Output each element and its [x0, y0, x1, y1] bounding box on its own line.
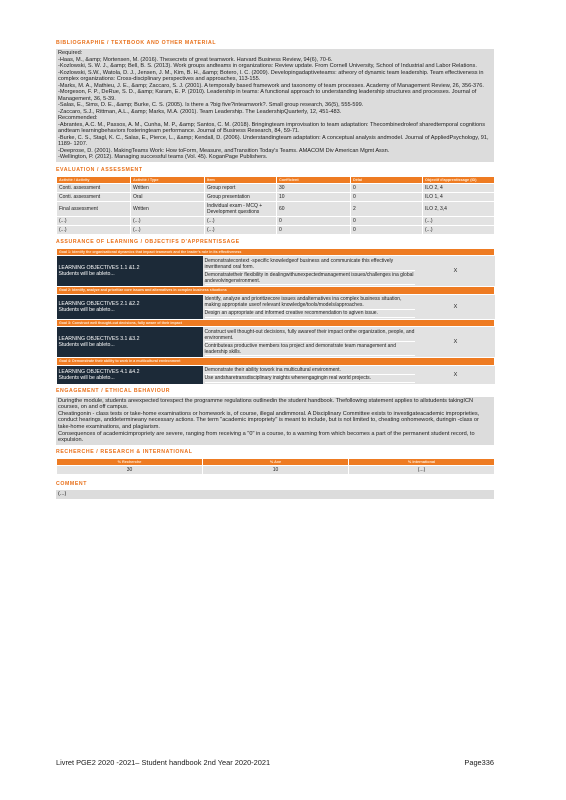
evaluation-cell: (...) — [205, 217, 277, 226]
research-table — [56, 458, 495, 476]
evaluation-cell: Conti. assessment — [57, 184, 131, 193]
evaluation-cell: 0 — [351, 193, 423, 202]
learning-goal-header: Goal 4: Demonstrate their ability to work in a multicultural environment — [57, 358, 495, 365]
learning-check-mark: X — [417, 365, 495, 384]
learning-objective-sub: Students will be ableto... — [58, 271, 115, 278]
learning-objective-cell — [57, 256, 203, 287]
learning-description: Use andsharetransdisciplinary insights whenengagingin real world projects. — [205, 375, 415, 383]
bibliography-entry: -Haas, M., &amp; Mortensen, M. (2016). Thesecrets of great teamwork. Harvard Business Review, 94(6), 70-6. — [58, 56, 333, 63]
evaluation-header-cell: Activité / Type — [131, 176, 205, 184]
learning-check-mark: X — [417, 294, 495, 319]
evaluation-cell: (...) — [131, 226, 205, 235]
research-value-cell: 10 — [203, 466, 349, 475]
learning-title: ASSURANCE OF LEARNING / OBJECTIFS D'APPRENTISSAGE — [56, 239, 240, 245]
evaluation-cell: 0 — [277, 226, 351, 235]
evaluation-cell: Individual exam - MCQ + Development questions — [205, 202, 277, 217]
evaluation-cell: (...) — [205, 226, 277, 235]
evaluation-cell: 2 — [351, 202, 423, 217]
evaluation-cell: 60 — [277, 202, 351, 217]
evaluation-cell: Written — [131, 184, 205, 193]
learning-goal-header-row — [57, 358, 495, 365]
learning-objective-sub: Students will be ableto... — [58, 342, 115, 349]
research-header-cell: % International — [349, 458, 495, 466]
evaluation-cell: (...) — [423, 217, 495, 226]
bibliography-entry: -Kozlowski, S. W. J., &amp; Bell, B. S. (2013). Work groups andteams in organizations: Review update. From Cornell University, School of Industrial and Labor Relations. — [58, 63, 477, 69]
bibliography-title: BIBLIOGRAPHIE / TEXTBOOK AND OTHER MATERIAL — [56, 40, 217, 46]
evaluation-row — [57, 202, 495, 217]
evaluation-cell: 0 — [351, 217, 423, 226]
learning-description: Demonstratetheir flexibility in dealingwithunexpectedmanagement issues/challenges ina global andevolvingenvironment. — [204, 271, 414, 284]
evaluation-cell: Group presentation — [205, 193, 277, 202]
learning-description-cell — [203, 327, 417, 358]
learning-objective-cell — [57, 294, 203, 319]
learning-body — [57, 249, 495, 384]
learning-objective-row — [57, 327, 495, 358]
learning-objective-sub: Students will be ableto... — [58, 374, 115, 381]
research-header-cell: % Axe — [203, 458, 349, 466]
learning-check-mark: X — [417, 327, 495, 358]
learning-description-cell — [203, 256, 417, 287]
comment-title: COMMENT — [56, 481, 87, 488]
learning-description: Contributeas productive members toa project and demonstrate team management and leadership skills. — [205, 342, 415, 356]
evaluation-row — [57, 217, 495, 226]
evaluation-header-cell: Item — [205, 176, 277, 184]
learning-objective-sub: Students will be ableto... — [58, 306, 115, 313]
evaluation-title: EVALUATION / ASSESSMENT — [56, 166, 143, 173]
ethics-title: ENGAGEMENT / ETHICAL BEHAVIOUR — [56, 387, 171, 394]
evaluation-cell: Written — [131, 202, 205, 217]
evaluation-body — [57, 184, 495, 235]
learning-goal-header: Goal 2: Identify, analyze and prioritize core issues and alternatives in complex business situations — [57, 287, 495, 294]
learning-description: Design an appropriate and informed creative recommendation to agiven issue. — [205, 310, 415, 318]
evaluation-header-cell: Activité / Activity — [57, 176, 131, 184]
bibliography-box — [56, 49, 494, 162]
bibliography-entry: -Marks, M. A., Mathieu, J. E., &amp; Zaccaro, S. J. (2001). A temporally based framework and taxonomy of team processes. Academy of Management Review, 26, 356-376. — [58, 82, 484, 89]
learning-description: Demonstratecontext -specific knowledgeof business and communicate this effectively inwrittenand oral form. — [205, 257, 415, 271]
bibliography-entry: Required: — [58, 50, 83, 56]
ethics-paragraph: Consequences of academicimpropriety are severe, ranging from receiving a "0" in a course, to a warning from which becomes a part of the permanent student record, to expulsion. — [58, 430, 475, 444]
research-value-cell: 30 — [57, 466, 203, 475]
learning-objective-label: LEARNING OBJECTIVES 4.1 &4.2 — [58, 368, 140, 375]
evaluation-header-cell: Coefficient — [277, 176, 351, 184]
footer-handbook-title: Livret PGE2 2020 -2021– Student handbook 2nd Year 2020-2021 — [56, 758, 271, 767]
evaluation-cell: (...) — [131, 217, 205, 226]
footer-page-number: Page336 — [464, 758, 494, 767]
learning-objective-row — [57, 365, 495, 384]
learning-objective-row — [57, 294, 495, 319]
learning-description: Identify, analyze and prioritizecore issues andalternatives ina complex business situation, making appropriate useof relevant knowledge/tools/models/approaches. — [205, 296, 415, 310]
evaluation-header-cell: Objectif d'apprentissage (ID) — [423, 176, 495, 184]
page-footer — [56, 758, 494, 767]
learning-objective-cell — [57, 365, 203, 384]
research-value-cell: (...) — [349, 466, 495, 475]
page-content — [56, 40, 494, 499]
ethics-paragraph: Duringthe module, students areexpected torespect the programme regulations outlinedin the student handbook. Thefollowing statement applies to allstudents takingICN courses, on and off campus. — [58, 397, 474, 411]
evaluation-cell: ILO 2, 3,4 — [423, 202, 495, 217]
bibliography-entry: -Deeprose, D. (2001). MakingTeams Work: How toForm, Measure, andTransition Today's Teams. AMACOM Div American Mgmt Assn. — [58, 147, 390, 154]
research-value-row — [57, 466, 495, 475]
evaluation-cell: 0 — [351, 226, 423, 235]
learning-check-mark: X — [417, 256, 495, 287]
bibliography-entry: -Zaccaro, S.J., Rittman, A.L., &amp; Marks, M.A. (2001). Team Leadership. The LeadershipQuarterly, 12, 451-483. — [58, 108, 342, 115]
bibliography-entry: -Morgeson, F. P., DeRue, S. D., &amp; Karam, E. P. (2010). Leadership in teams: A functional approach to understanding leadership structures and processes. Journal of Management, 36, 5-39. — [58, 89, 477, 102]
evaluation-row — [57, 226, 495, 235]
bibliography-entry: -Kozlowski, S.W., Watola, D. J., Jensen, J. M., Kim, B. H., &amp; Botero, I. C. (2009). Developingadaptiveteams: atheory of dynamic team leadership. Team effectiveness in complex organizations: Cross-disciplinary perspectives and approaches, 113-155. — [58, 69, 484, 82]
learning-description: Demonstrate their ability towork ina multicultural environment. — [205, 367, 415, 375]
evaluation-cell: (...) — [423, 226, 495, 235]
learning-objective-label: LEARNING OBJECTIVES 3.1 &3.2 — [58, 336, 140, 343]
comment-box: (...) — [56, 490, 494, 499]
evaluation-cell: Final assessment — [57, 202, 131, 217]
learning-objective-label: LEARNING OBJECTIVES 2.1 &2.2 — [58, 300, 140, 307]
evaluation-cell: 0 — [277, 217, 351, 226]
evaluation-cell: 30 — [277, 184, 351, 193]
bibliography-entry: -Wellington, P. (2012). Managing successful teams (Vol. 45). KoganPage Publishers. — [58, 154, 268, 160]
bibliography-entry: -Abrantes, A.C. M., Passos, A. M., Cunha, M. P., &amp; Santos, C. M. (2018). Bringingteam improvisation to team adaptation: Thecombinedroleof sharedtemporal cognitions andteam learningbehaviors fosteringteam performance. Journal of Business Research, 84, 59-71. — [58, 121, 485, 134]
evaluation-cell: ILO 2, 4 — [423, 184, 495, 193]
ethics-box — [56, 397, 494, 445]
research-header-row — [57, 458, 495, 466]
learning-objective-row — [57, 256, 495, 287]
evaluation-header-row — [57, 176, 495, 184]
evaluation-header-cell: Délai — [351, 176, 423, 184]
learning-goal-header: Goal 1: Identify the organisational dynamics that impact teamwork and the leader's role in its effectiveness — [57, 249, 495, 256]
learning-description: Construct well thought-out decisions, fully awareof their impact onthe organization, people, and environment. — [204, 328, 415, 341]
evaluation-cell: (...) — [57, 217, 131, 226]
learning-description-cell — [203, 365, 417, 384]
evaluation-cell: ILO 1, 4 — [423, 193, 495, 202]
learning-goal-header-row — [57, 287, 495, 294]
evaluation-row — [57, 193, 495, 202]
evaluation-cell: 0 — [351, 184, 423, 193]
bibliography-entry: -Salas, E., Sims, D. E., &amp; Burke, C. S. (2005). Is there a ?big five?inteamwork?. Small group research, 36(5), 555-599. — [58, 102, 364, 108]
research-title: RECHERCHE / RESEARCH & INTERNATIONAL — [56, 448, 193, 455]
learning-objective-label: LEARNING OBJECTIVES 1.1 &1.2 — [58, 265, 140, 272]
learning-goal-header: Goal 3: Construct well thought-out decisions, fully aware of their impact — [57, 319, 495, 326]
learning-objective-cell — [57, 327, 203, 358]
bibliography-entry: -Burke, C. S., Stagl, K. C., Salas, E., Pierce, L., &amp; Kendall, D. (2006). Understandingteam adaptation: A conceptual analysis andmodel. Journal of AppliedPsychology, 91, 1189- 1207. — [58, 134, 489, 147]
evaluation-cell: Conti. assessment — [57, 193, 131, 202]
evaluation-cell: Oral — [131, 193, 205, 202]
learning-goal-header-row — [57, 249, 495, 256]
evaluation-cell: (...) — [57, 226, 131, 235]
learning-description-cell — [203, 294, 417, 319]
research-header-cell: % Recherche — [57, 458, 203, 466]
learning-goal-header-row — [57, 319, 495, 326]
learning-table — [56, 248, 495, 384]
ethics-paragraph: Cheatingonin - class tests or take-home examinations or homework is, of course, illegal andimmoral. A Disciplinary Committee exists to investigateacademic improprieties, conduct hearings, anddetermineany necessary actions. The term "academic impropriety" is meant to include, but is not limited to, cheating onhomework, duringin -class or take-home examinations, and plagiarism. — [58, 410, 480, 430]
evaluation-table — [56, 176, 495, 236]
evaluation-cell: 10 — [277, 193, 351, 202]
evaluation-row — [57, 184, 495, 193]
bibliography-entry: Recommended: — [58, 115, 98, 121]
evaluation-cell: Group report — [205, 184, 277, 193]
